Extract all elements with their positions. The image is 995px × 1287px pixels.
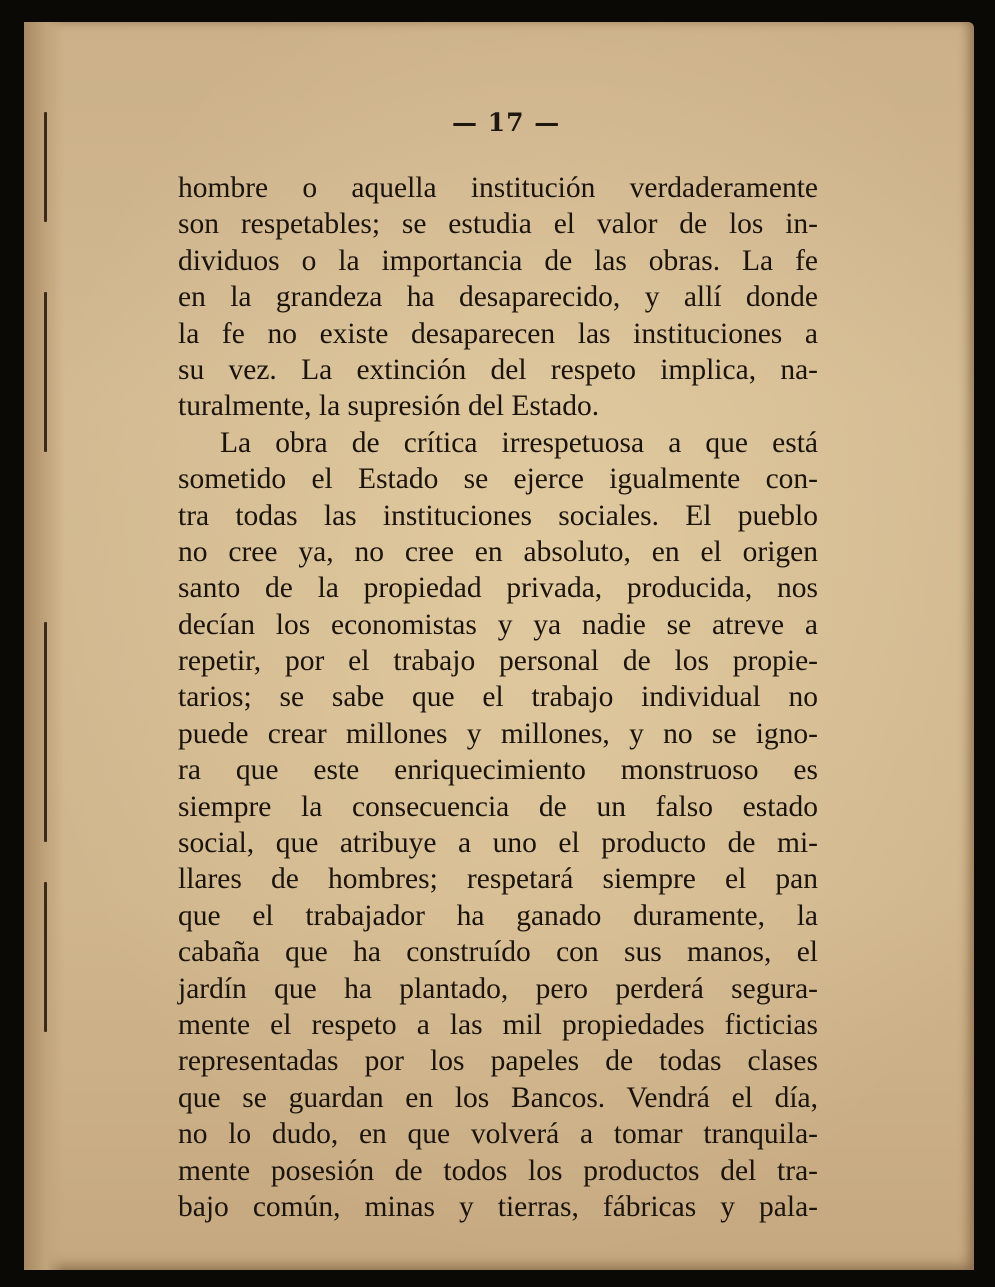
text-line: que el trabajador ha ganado duramente, la: [178, 899, 818, 932]
text-line: dividuos o la importancia de las obras. La fe: [178, 244, 818, 277]
text-line: siempre la consecuencia de un falso estado: [178, 790, 818, 823]
page-number: — 17 —: [452, 108, 561, 137]
binding-stitch: [44, 292, 47, 452]
text-line: santo de la propiedad privada, producida, nos: [178, 572, 818, 605]
text-line: cabaña que ha construído con sus manos, el: [178, 936, 818, 969]
binding-stitch: [44, 882, 47, 1032]
binding-stitch: [44, 622, 47, 842]
text-line: social, que atribuye a uno el producto de mi-: [178, 827, 818, 860]
text-line: en la grandeza ha desaparecido, y allí donde: [178, 281, 818, 314]
text-line: llares de hombres; respetará siempre el pan: [178, 863, 818, 896]
text-line: jardín que ha plantado, pero perderá segura-: [178, 972, 818, 1005]
text-line: hombre o aquella institución verdaderamente: [178, 172, 818, 204]
text-line: repetir, por el trabajo personal de los propie-: [178, 645, 818, 678]
text-line: que se guardan en los Bancos. Vendrá el día,: [178, 1081, 818, 1114]
text-line: tra todas las instituciones sociales. El pueblo: [178, 499, 818, 532]
text-line: decían los economistas y ya nadie se atreve a: [178, 608, 818, 641]
book-page: [24, 22, 974, 1270]
text-line: no lo dudo, en que volverá a tomar tranquila-: [178, 1118, 818, 1151]
text-line: bajo común, minas y tierras, fábricas y pala-: [178, 1190, 818, 1223]
text-line: La obra de crítica irrespetuosa a que está: [220, 426, 818, 459]
text-line: sometido el Estado se ejerce igualmente con-: [178, 463, 818, 496]
text-line: su vez. La extinción del respeto implica, na-: [178, 353, 818, 386]
text-line: mente posesión de todos los productos del tra-: [178, 1154, 818, 1187]
body-text: [178, 170, 818, 1225]
text-line: no cree ya, no cree en absoluto, en el origen: [178, 535, 818, 568]
text-line: la fe no existe desaparecen las instituciones a: [178, 317, 818, 350]
text-line: turalmente, la supresión del Estado.: [178, 390, 600, 423]
text-line: representadas por los papeles de todas clases: [178, 1045, 818, 1078]
text-line: puede crear millones y millones, y no se igno-: [178, 717, 818, 750]
page-binding-edge: [24, 22, 64, 1270]
text-line: son respetables; se estudia el valor de los in-: [178, 208, 818, 241]
binding-stitch: [44, 112, 47, 222]
text-line: mente el respeto a las mil propiedades ficticias: [178, 1008, 818, 1041]
text-line: tarios; se sabe que el trabajo individual no: [178, 681, 818, 714]
text-line: ra que este enriquecimiento monstruoso es: [178, 754, 818, 787]
